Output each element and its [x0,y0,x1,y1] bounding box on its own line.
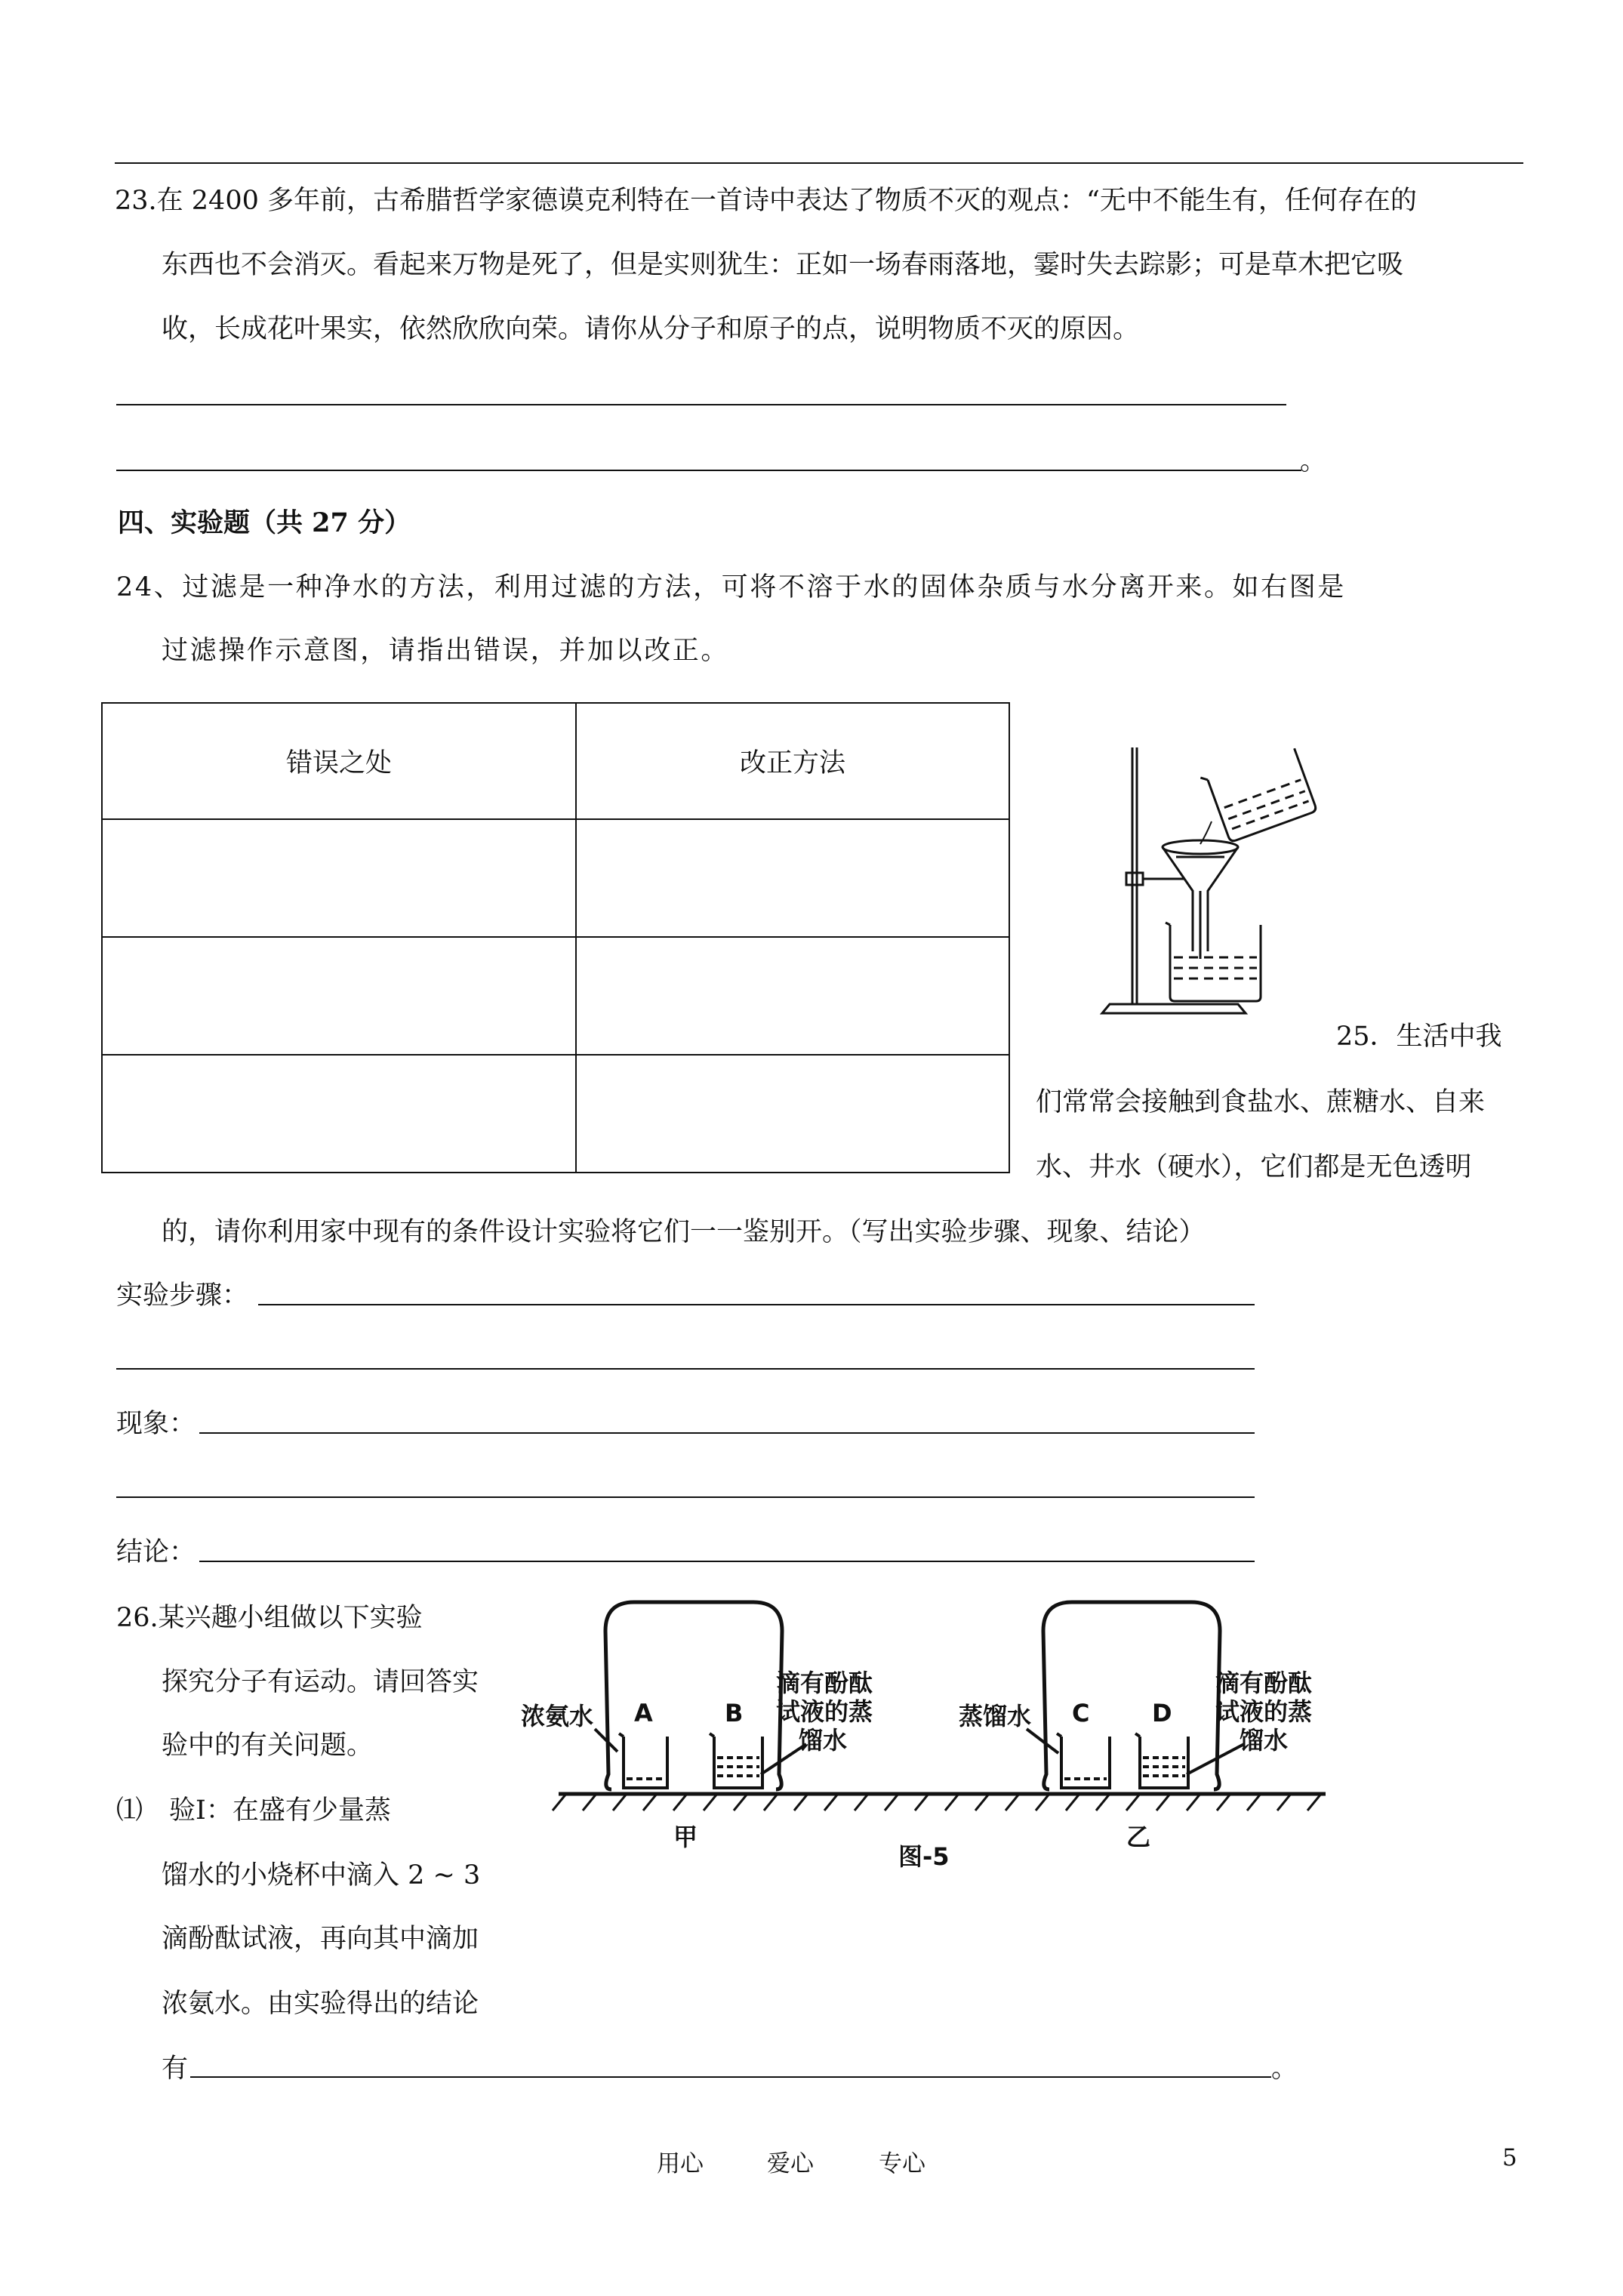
footer-text-2: 爱心 [767,2150,814,2177]
q26-end-mark: 。 [1271,2054,1298,2084]
label-phenol-2: 试液的蒸 [776,1697,873,1726]
answer-line[interactable] [199,1561,1255,1562]
label-distilled: 蒸馏水 [959,1702,1032,1730]
q23-line2: 东西也不会消灭。看起来万物是死了，但是实则犹生：正如一场春雨落地，霎时失去踪影；可是草木把它吸 [162,250,1404,280]
q26-line1: 26.某兴趣小组做以下实验 [116,1603,423,1633]
section-title: 四、实验题（共 27 分） [118,507,411,538]
q26-line7: 浓氨水。由实验得出的结论 [162,1989,479,2019]
footer-text-3: 专心 [879,2150,925,2177]
footer-text-1: 用心 [657,2150,704,2177]
q25-line2: 们常常会接触到食盐水、蔗糖水、自来 [1036,1087,1486,1117]
q26-line5: 馏水的小烧杯中滴入 2 ~ 3 [162,1860,481,1891]
label-jia: 甲 [673,1823,698,1851]
answer-line[interactable] [116,1368,1255,1370]
q26-line4: ⑴ 验Ⅰ：在盛有少量蒸 [116,1795,391,1826]
answer-line[interactable] [116,1496,1255,1498]
q25-line1: 25．生活中我 [1336,1022,1502,1052]
table-cell[interactable] [102,819,576,937]
table-header-corrections: 改正方法 [576,703,1009,819]
label-phenol-3: 馏水 [799,1726,848,1755]
label-phenol-1: 滴有酚酞 [776,1669,873,1697]
label-yi: 乙 [1126,1823,1151,1851]
q26-line8: 有 [162,2054,189,2084]
label-phenol-2: 试液的蒸 [1215,1697,1313,1726]
page-number: 5 [1502,2144,1517,2171]
answer-line[interactable] [258,1304,1255,1305]
figure-caption: 图-5 [898,1842,950,1871]
filtration-apparatus-figure [1087,732,1329,1027]
answer-line [116,470,1301,471]
q26-line3: 验中的有关问题。 [162,1730,374,1761]
label-a: A [634,1699,653,1727]
phenomenon-label: 现象： [116,1409,196,1439]
steps-label: 实验步骤： [116,1281,249,1311]
header-rule [115,162,1523,164]
table-cell[interactable] [102,937,576,1055]
table-cell[interactable] [576,819,1009,937]
q23-line3: 收，长成花叶果实，依然欣欣向荣。请你从分子和原子的点，说明物质不灭的原因。 [162,314,1140,344]
answer-line [116,404,1286,405]
error-correction-table [101,702,1010,1173]
q24-line1: 24、过滤是一种净水的方法，利用过滤的方法，可将不溶于水的固体杂质与水分离开来。如右图是 [116,572,1346,603]
table-cell[interactable] [102,1055,576,1173]
label-d: D [1152,1699,1172,1727]
label-phenol-3: 馏水 [1240,1726,1289,1755]
table-header-errors: 错误之处 [102,703,576,819]
label-c: C [1072,1699,1090,1727]
label-phenol-1: 滴有酚酞 [1215,1669,1313,1697]
table-row [102,1055,1009,1173]
answer-line[interactable] [199,1432,1255,1434]
label-b: B [725,1699,744,1727]
figure-5 [513,1586,1336,1888]
table-row [102,937,1009,1055]
table-cell[interactable] [576,1055,1009,1173]
q25-line3: 水、井水（硬水），它们都是无色透明 [1036,1152,1472,1182]
label-conc-ammonia: 浓氨水 [521,1702,594,1730]
q26-line6: 滴酚酞试液，再向其中滴加 [162,1924,479,1954]
conclusion-label: 结论： [116,1537,196,1567]
q23-end-mark: 。 [1300,446,1327,476]
table-cell[interactable] [576,937,1009,1055]
q24-line2: 过滤操作示意图，请指出错误，并加以改正。 [162,636,730,666]
table-row [102,819,1009,937]
q26-line2: 探究分子有运动。请回答实 [162,1667,479,1697]
q23-line1: 23.在 2400 多年前，古希腊哲学家德谟克利特在一首诗中表达了物质不灭的观点：“无中不能生有，任何存在的 [115,186,1417,216]
q25-line4: 的，请你利用家中现有的条件设计实验将它们一一鉴别开。（写出实验步骤、现象、结论） [162,1217,1206,1247]
answer-line[interactable] [190,2076,1271,2078]
